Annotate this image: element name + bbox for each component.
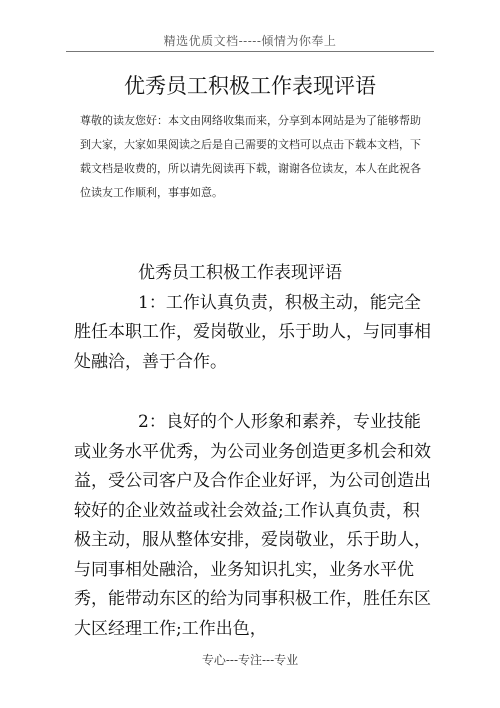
page-footer: 专心---专注---专业 [201,653,299,667]
body-heading: 优秀员工积极工作表现评语 [138,263,342,283]
paragraph-2: 2：良好的个人形象和素养，专业技能或业务水平优秀，为公司业务创造更多机会和效益，受公司客户及合作企业好评，为公司创造出较好的企业效益或社会效益;工作认真负责，积极主动，服从整体安排，爱岗敬业，乐于助人，与同事相处融洽，业务知识扎实，业务水平优秀，能带动东区的给为同事积极工作，胜任东区大区经理工作;工作出色， [74,412,431,639]
header-divider [66,51,434,52]
page-header: 精选优质文档-----倾情为你奉上 [163,34,337,48]
paragraph-1: 1：工作认真负责，积极主动，能完全胜任本职工作，爱岗敬业，乐于助人，与同事相处融洽，善于合作。 [74,292,431,372]
paragraph-spacer [74,377,436,408]
document-body [74,259,436,644]
document-title: 优秀员工积极工作表现评语 [124,74,376,98]
download-notice: 尊敬的读友您好：本文由网络收集而来，分享到本网站是为了能够帮助到大家，大家如果阅读之后是自己需要的文档可以点击下载本文档，下载文档是收费的，所以请先阅读再下载，谢谢各位读友，本人在此祝各位读友工作顺利，事事如意。 [80,114,421,199]
